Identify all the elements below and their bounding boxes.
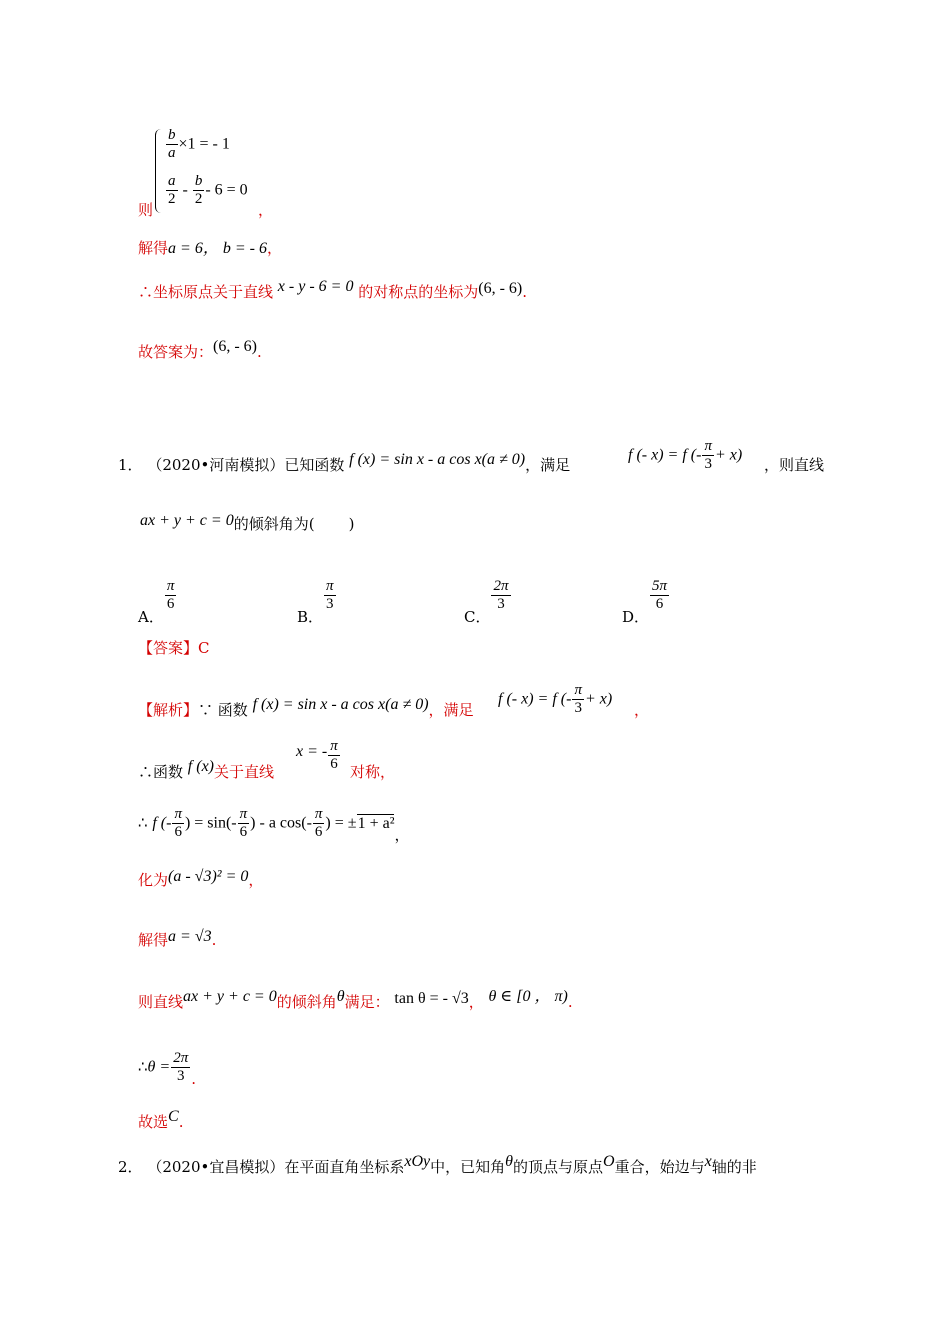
simplify-line: 化为(a - √3)² = 0，: [138, 868, 264, 889]
solution-line: 解得a = 6， b = - 6，: [138, 239, 282, 257]
symmetry-axis: x = - $\frac{\pi}{6}$: [296, 738, 338, 772]
analysis-comma: ，: [634, 701, 650, 719]
analysis-condition: f (- x) = f (- $\frac{\pi}{3}$ + x): [498, 682, 613, 716]
option-a[interactable]: A． $\frac{\pi}{6}$: [138, 578, 175, 626]
choose-line: 故选C.: [138, 1108, 184, 1131]
question-1-tail: ，则直线: [764, 456, 825, 474]
question-1-stem: 1． （2020•河南模拟）已知函数 f (x) = sin x - a cos x(a ≠ 0)，满足: [118, 451, 571, 474]
question-number: 1．: [118, 456, 143, 474]
equation-system: [155, 127, 275, 217]
answer-line: 故答案为：(6, - 6).: [138, 338, 262, 361]
inclination-line: 则直线ax + y + c = 0的倾斜角θ满足： tan θ = - √3， θ ∈ [0 ， π).: [138, 988, 573, 1011]
evaluation-line: ∴ f (- $\frac{\pi}{6}$ ) = sin(- $\frac{\pi}{6}$ ) - a cos(- $\frac{\pi}{6}$ ) = ±1 + a²，: [138, 806, 410, 844]
symmetry-tail: 对称，: [350, 763, 396, 781]
question-2-stem: 2． （2020•宜昌模拟）在平面直角坐标系xOy中，已知角θ的顶点与原点O重合，始边与x轴的非: [118, 1153, 757, 1176]
option-d[interactable]: D． $\frac{5\pi}{6}$: [622, 578, 668, 626]
symmetry-line: ∴函数 f (x)关于直线: [138, 758, 275, 781]
ze-label: 则: [138, 201, 154, 219]
question-number: 2．: [118, 1158, 143, 1176]
left-brace: [155, 129, 164, 213]
question-1-line2: ax + y + c = 0的倾斜角为( ): [140, 512, 355, 533]
solve-a-line: 解得a = √3.: [138, 928, 217, 949]
question-1-condition: f (- x) = f (- $\frac{\pi}{3}$ + x): [628, 438, 743, 472]
analysis-line-1: 【解析】∵ 函数 f (x) = sin x - a cos x(a ≠ 0)，满足: [138, 696, 474, 719]
symmetric-point-line: ∴坐标原点关于直线 x - y - 6 = 0 的对称点的坐标为(6, - 6).: [138, 278, 528, 301]
theta-result-line: ∴θ = $\frac{2\pi}{3}$ .: [138, 1050, 196, 1088]
system-equation-2: $\frac{a}{2}$ - $\frac{b}{2}$ - 6 = 0: [168, 173, 248, 207]
option-b[interactable]: B． $\frac{\pi}{3}$: [297, 578, 334, 626]
system-equation-1: $\frac{b}{a}$ ×1 = - 1: [168, 127, 230, 161]
answer-row: 【答案】C: [138, 639, 210, 657]
ze-tail: ，: [258, 201, 274, 219]
option-c[interactable]: C． $\frac{2\pi}{3}$: [464, 578, 509, 626]
